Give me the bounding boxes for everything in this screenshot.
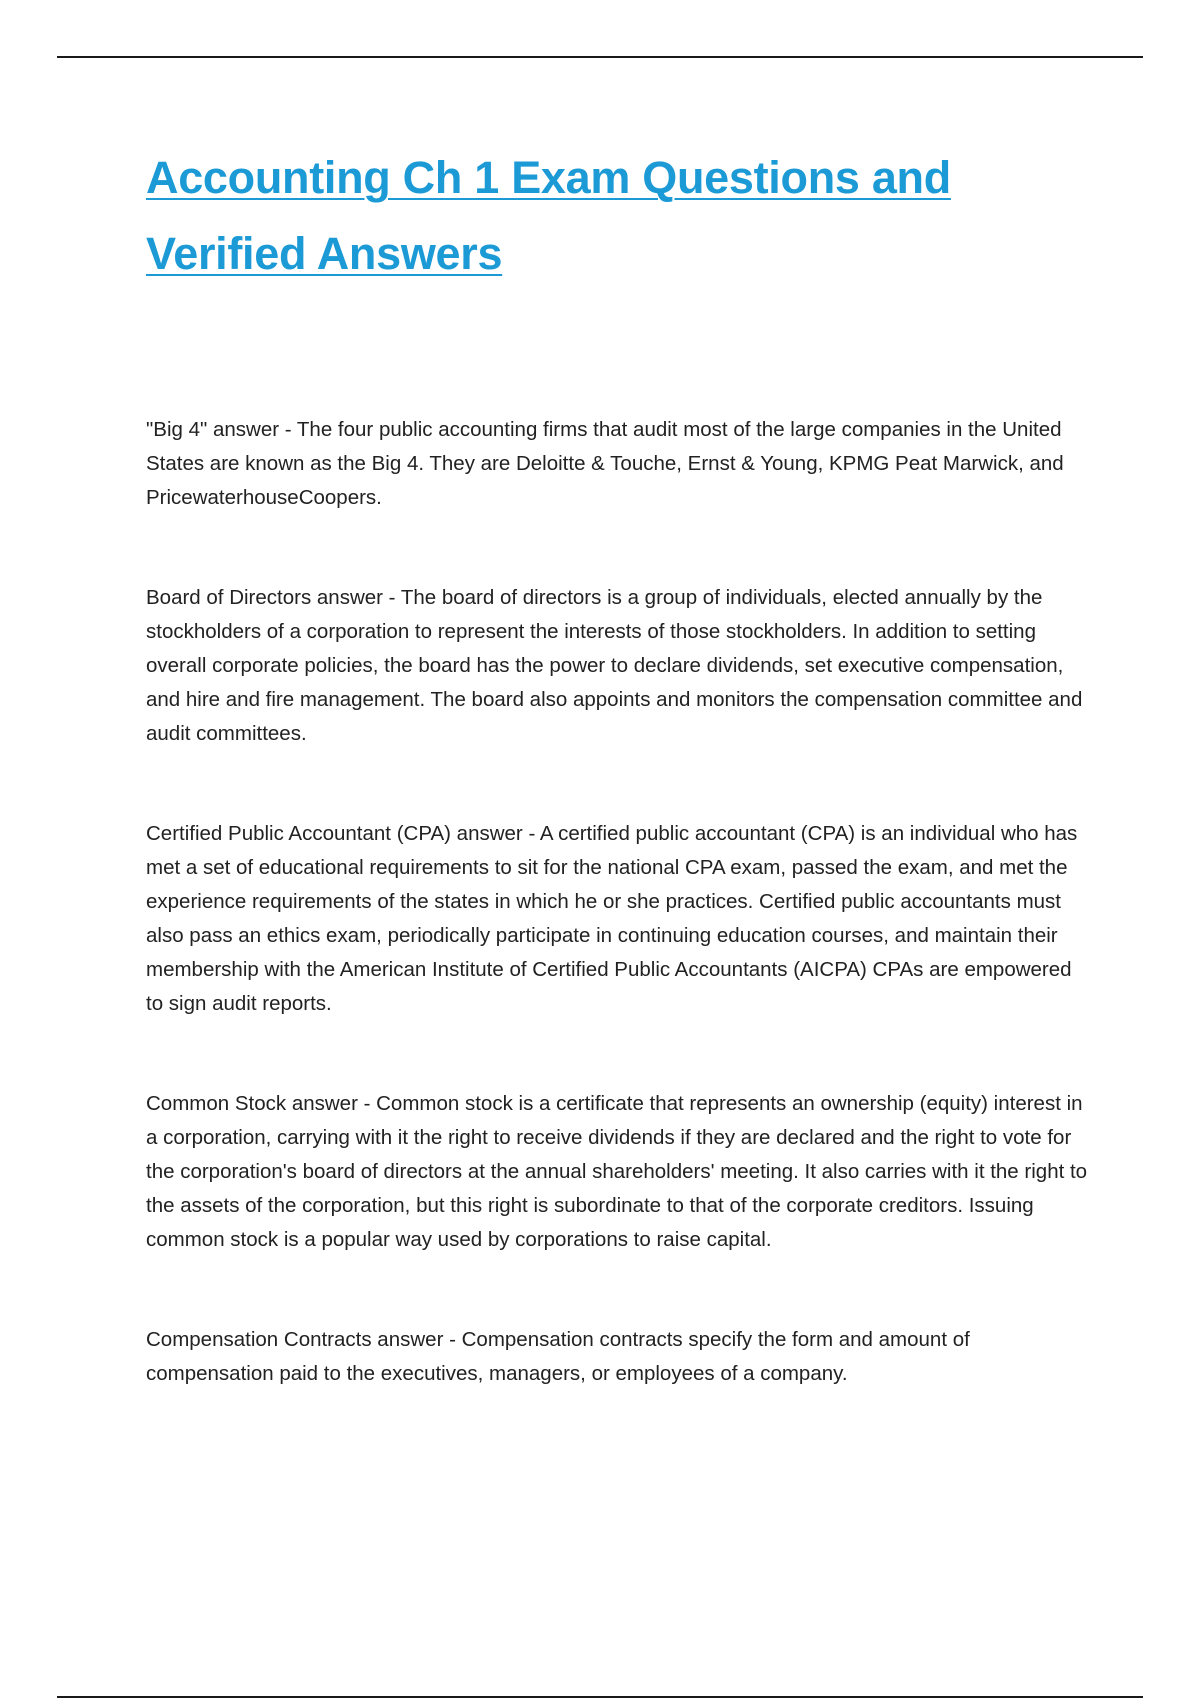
qa-entry-common-stock: Common Stock answer - Common stock is a certificate that represents an ownership (equity) interest in a corporation, carrying with it the right to receive dividends if they are declared and the right to vote for the corporation's board of directors at the annual shareholders' meeting. It also carries with it the right to the assets of the corporation, but this right is subordinate to that of the corporate creditors. Issuing common stock is a popular way used by corporations to raise capital.: [146, 1092, 1088, 1251]
qa-entry-board-of-directors: Board of Directors answer - The board of directors is a group of individuals, elected annually by the stockholders of a corporation to represent the interests of those stockholders. In addition to setting overall corporate policies, the board has the power to declare dividends, set executive compensation, and hire and fire management. The board also appoints and monitors the compensation committee and audit committees.: [146, 586, 1083, 745]
qa-entry-certified-public-accountant: Certified Public Accountant (CPA) answer - A certified public accountant (CPA) is an individual who has met a set of educational requirements to sit for the national CPA exam, passed the exam, and met the experience requirements of the states in which he or she practices. Certified public accountants must also pass an ethics exam, periodically participate in continuing education courses, and maintain their membership with the American Institute of Certified Public Accountants (AICPA) CPAs are empowered to sign audit reports.: [146, 822, 1078, 1015]
qa-entry-big-4: "Big 4" answer - The four public accounting firms that audit most of the large companies in the United States are known as the Big 4. They are Deloitte & Touche, Ernst & Young, KPMG Peat Marwick, and PricewaterhouseCoopers.: [146, 418, 1064, 509]
document-title-line-2: Verified Answers: [146, 228, 503, 279]
document-body: [146, 140, 1090, 1457]
qa-entry-compensation-contracts: Compensation Contracts answer - Compensation contracts specify the form and amount of compensation paid to the executives, managers, or employees of a company.: [146, 1328, 970, 1385]
document-title-line-1: Accounting Ch 1 Exam Questions and: [146, 152, 951, 203]
qa-list: [146, 413, 1090, 1391]
document-title: [146, 140, 1090, 292]
footer-rule: [57, 1696, 1143, 1698]
header-rule: [57, 56, 1143, 58]
